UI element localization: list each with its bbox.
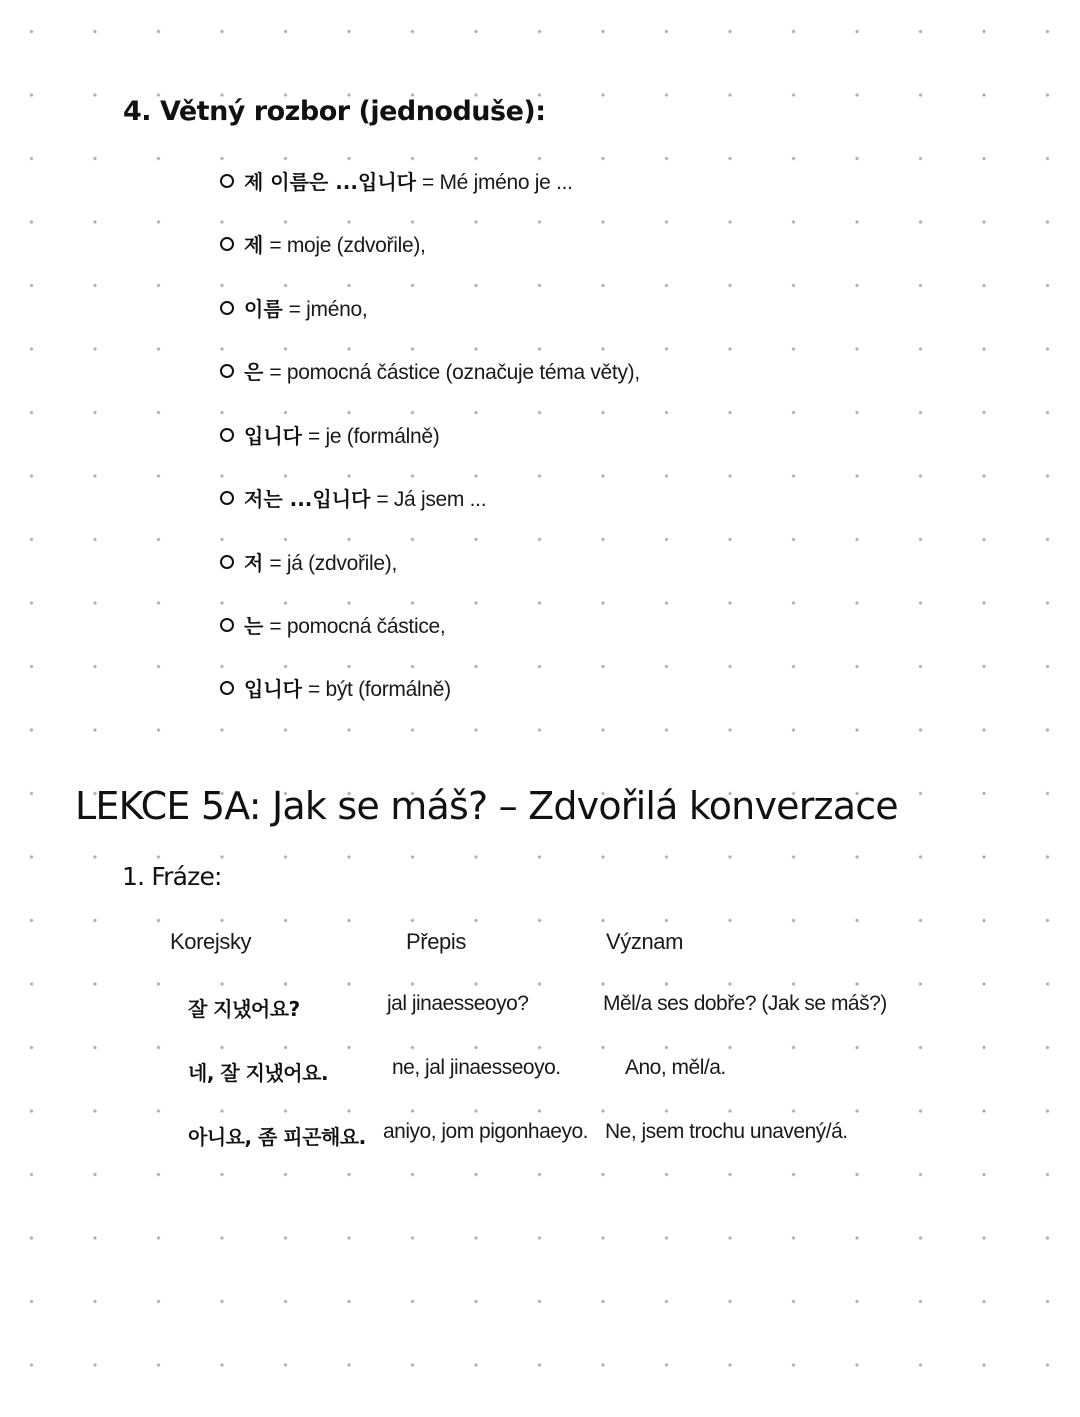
phrases-heading: 1. Fráze: — [122, 862, 222, 891]
column-header-meaning: Význam — [606, 929, 684, 954]
table-cell-korean: 네, 잘 지냈어요. — [188, 1061, 329, 1085]
table-cell-meaning: Ano, měl/a. — [625, 1056, 726, 1079]
translation: = být (formálně) — [307, 678, 451, 701]
korean-term: 입니다 — [244, 424, 302, 448]
translation: = Mé jméno je ... — [421, 171, 573, 194]
list-item — [220, 356, 640, 385]
list-item — [220, 166, 573, 195]
column-header-korean: Korejsky — [170, 929, 252, 954]
circle-bullet-icon — [220, 491, 234, 505]
translation: = moje (zdvořile), — [269, 234, 426, 257]
translation: = já (zdvořile), — [269, 552, 397, 575]
korean-term: 입니다 — [244, 677, 302, 701]
korean-term: 제 — [244, 233, 264, 257]
list-item — [220, 610, 445, 639]
translation: = pomocná částice, — [269, 615, 446, 638]
translation: = Já jsem ... — [376, 488, 487, 511]
circle-bullet-icon — [220, 428, 234, 442]
table-cell-korean: 아니요, 좀 피곤해요. — [188, 1125, 366, 1149]
list-item — [220, 229, 426, 258]
list-item — [220, 293, 367, 322]
korean-term: 제 이름은 ...입니다 — [244, 170, 416, 194]
list-item — [220, 547, 397, 576]
circle-bullet-icon — [220, 364, 234, 378]
korean-term: 은 — [244, 360, 264, 384]
list-item — [220, 483, 486, 512]
korean-term: 저 — [244, 551, 264, 575]
circle-bullet-icon — [220, 681, 234, 695]
table-cell-meaning: Ne, jsem trochu unavený/á. — [605, 1120, 848, 1143]
korean-term: 는 — [244, 614, 264, 638]
translation: = je (formálně) — [307, 425, 440, 448]
circle-bullet-icon — [220, 301, 234, 315]
table-cell-korean: 잘 지냈어요? — [188, 997, 300, 1021]
table-cell-transcription: ne, jal jinaesseoyo. — [392, 1056, 561, 1079]
circle-bullet-icon — [220, 174, 234, 188]
lesson-title: LEKCE 5A: Jak se máš? – Zdvořilá konverzace — [75, 784, 898, 828]
table-cell-transcription: aniyo, jom pigonhaeyo. — [383, 1120, 588, 1143]
circle-bullet-icon — [220, 237, 234, 251]
column-header-transcription: Přepis — [406, 929, 466, 954]
translation: = pomocná částice (označuje téma věty), — [269, 361, 640, 384]
table-cell-transcription: jal jinaesseoyo? — [387, 992, 529, 1015]
korean-term: 저는 ...입니다 — [244, 487, 371, 511]
circle-bullet-icon — [220, 618, 234, 632]
section-heading: 4. Větný rozbor (jednoduše): — [123, 96, 546, 127]
circle-bullet-icon — [220, 555, 234, 569]
table-cell-meaning: Měl/a ses dobře? (Jak se máš?) — [603, 992, 887, 1015]
list-item — [220, 673, 451, 702]
translation: = jméno, — [288, 298, 368, 321]
list-item — [220, 420, 439, 449]
korean-term: 이름 — [244, 297, 283, 321]
